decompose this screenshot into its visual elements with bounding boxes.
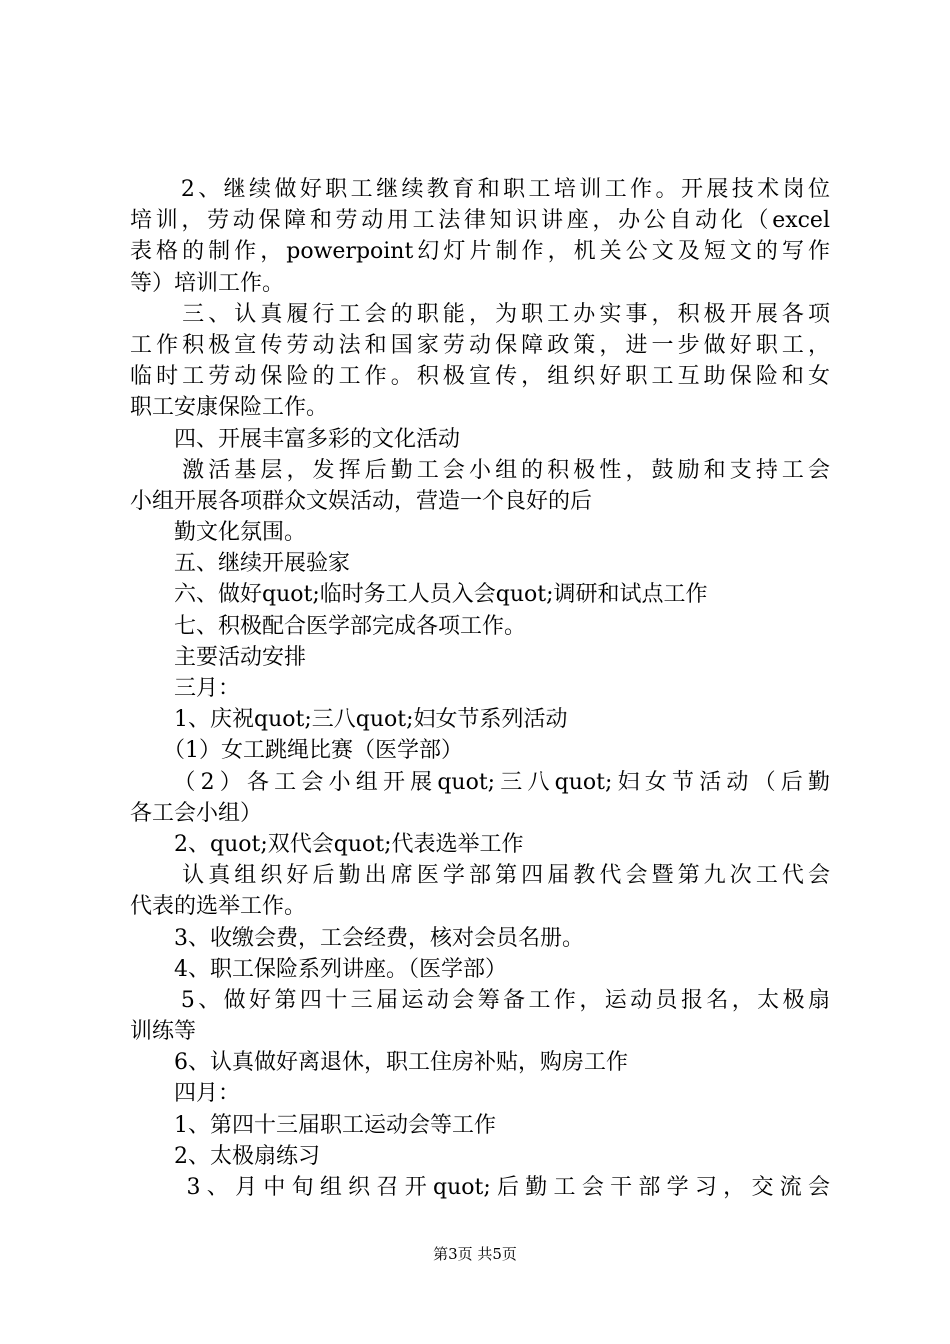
page-footer: 第3页 共5页 [433, 1245, 517, 1263]
text-line: 6、认真做好离退休，职工住房补贴，购房工作 [130, 1050, 628, 1076]
text-line: 等）培训工作。 [130, 270, 285, 296]
text-line: 3、月中旬组织召开quot;后勤工会干部学习，交流会 [130, 1175, 830, 1200]
text-line: 四、开展丰富多彩的文化活动 [130, 426, 461, 452]
text-line: 临时工劳动保险的工作。积极宣传，组织好职工互助保险和女 [130, 364, 830, 390]
text-line: 各工会小组） [130, 800, 263, 826]
text-line: 代表的选举工作。 [130, 894, 307, 920]
text-line: 工作积极宣传劳动法和国家劳动保障政策，进一步做好职工， [130, 332, 830, 358]
text-line: 小组开展各项群众文娱活动，营造一个良好的后 [130, 488, 593, 514]
text-line: 5、做好第四十三届运动会筹备工作，运动员报名，太极扇 [130, 987, 830, 1013]
document-body [130, 174, 830, 1203]
text-line: 主要活动安排 [130, 644, 307, 670]
text-line: 2、quot;双代会quot;代表选举工作 [130, 831, 524, 857]
text-line: 职工安康保险工作。 [130, 395, 329, 421]
text-line: 七、积极配合医学部完成各项工作。 [130, 613, 527, 639]
text-line: 培训，劳动保障和劳动用工法律知识讲座，办公自动化（excel [130, 208, 830, 234]
text-line: 1、第四十三届职工运动会等工作 [130, 1112, 496, 1138]
text-line: 2、继续做好职工继续教育和职工培训工作。开展技术岗位 [130, 177, 830, 202]
text-line: 六、做好quot;临时务工人员入会quot;调研和试点工作 [130, 582, 708, 608]
text-line: （1）女工跳绳比赛（医学部） [130, 738, 463, 764]
text-line: 2、太极扇练习 [130, 1143, 320, 1169]
text-line: 3、收缴会费，工会经费，核对会员名册。 [130, 925, 584, 951]
text-line: 三、认真履行工会的职能，为职工办实事，积极开展各项 [130, 301, 830, 327]
text-line: 三月： [130, 676, 241, 701]
text-line: 1、庆祝quot;三八quot;妇女节系列活动 [130, 707, 568, 733]
text-line: 训练等 [130, 1019, 197, 1045]
text-line: 4、职工保险系列讲座。（医学部） [130, 956, 507, 982]
text-line: 表格的制作，powerpoint幻灯片制作，机关公文及短文的写作 [130, 239, 830, 265]
text-line: （2）各工会小组开展quot;三八quot;妇女节活动（后勤 [130, 769, 830, 795]
text-line: 激活基层，发挥后勤工会小组的积极性，鼓励和支持工会 [130, 457, 830, 483]
text-line: 认真组织好后勤出席医学部第四届教代会暨第九次工代会 [130, 863, 830, 889]
text-line: 勤文化氛围。 [130, 520, 307, 546]
text-line: 四月： [130, 1081, 241, 1107]
text-line: 五、继续开展验家 [130, 551, 351, 577]
